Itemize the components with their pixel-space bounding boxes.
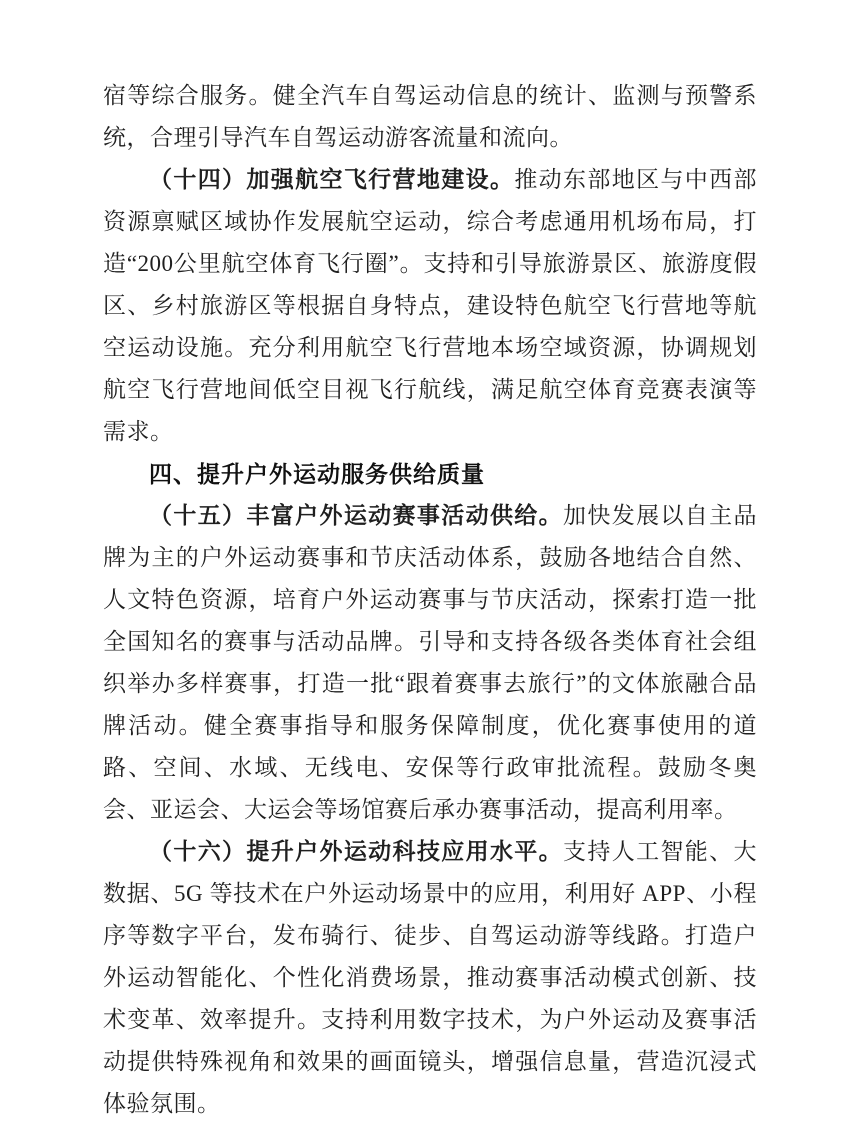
paragraph [103, 159, 757, 453]
document-body [103, 75, 757, 1125]
paragraph-lead-text: （十四）加强航空飞行营地建设。 [149, 167, 515, 192]
paragraph [103, 75, 757, 159]
paragraph [103, 831, 757, 1125]
section-heading [103, 453, 757, 495]
paragraph [103, 495, 757, 831]
paragraph-body-text: 加快发展以自主品牌为主的户外运动赛事和节庆活动体系，鼓励各地结合自然、人文特色资源，培育户外运动赛事与节庆活动，探索打造一批全国知名的赛事与活动品牌。引导和支持各级各类体育社会组织举办多样赛事，打造一批“跟着赛事去旅行”的文体旅融合品牌活动。健全赛事指导和服务保障制度，优化赛事使用的道路、空间、水域、无线电、安保等行政审批流程。鼓励冬奥会、亚运会、大运会等场馆赛后承办赛事活动，提高利用率。 [103, 503, 758, 822]
paragraph-body-text: 推动东部地区与中西部资源禀赋区域协作发展航空运动，综合考虑通用机场布局，打造“200公里航空体育飞行圈”。支持和引导旅游景区、旅游度假区、乡村旅游区等根据自身特点，建设特色航空飞行营地等航空运动设施。充分利用航空飞行营地本场空域资源，协调规划航空飞行营地间低空目视飞行航线，满足航空体育竞赛表演等需求。 [103, 167, 758, 444]
paragraph-body-text: 支持人工智能、大数据、5G 等技术在户外运动场景中的应用，利用好 APP、小程序等数字平台，发布骑行、徒步、自驾运动游等线路。打造户外运动智能化、个性化消费场景，推动赛事活动模式创新、技术变革、效率提升。支持利用数字技术，为户外运动及赛事活动提供特殊视角和效果的画面镜头，增强信息量，营造沉浸式体验氛围。 [103, 839, 758, 1116]
paragraph-body-text: 宿等综合服务。健全汽车自驾运动信息的统计、监测与预警系统，合理引导汽车自驾运动游客流量和流向。 [103, 83, 757, 150]
paragraph-lead-text: 四、提升户外运动服务供给质量 [149, 461, 485, 487]
paragraph-lead-text: （十五）丰富户外运动赛事活动供给。 [149, 503, 564, 528]
paragraph-lead-text: （十六）提升户外运动科技应用水平。 [149, 839, 564, 864]
